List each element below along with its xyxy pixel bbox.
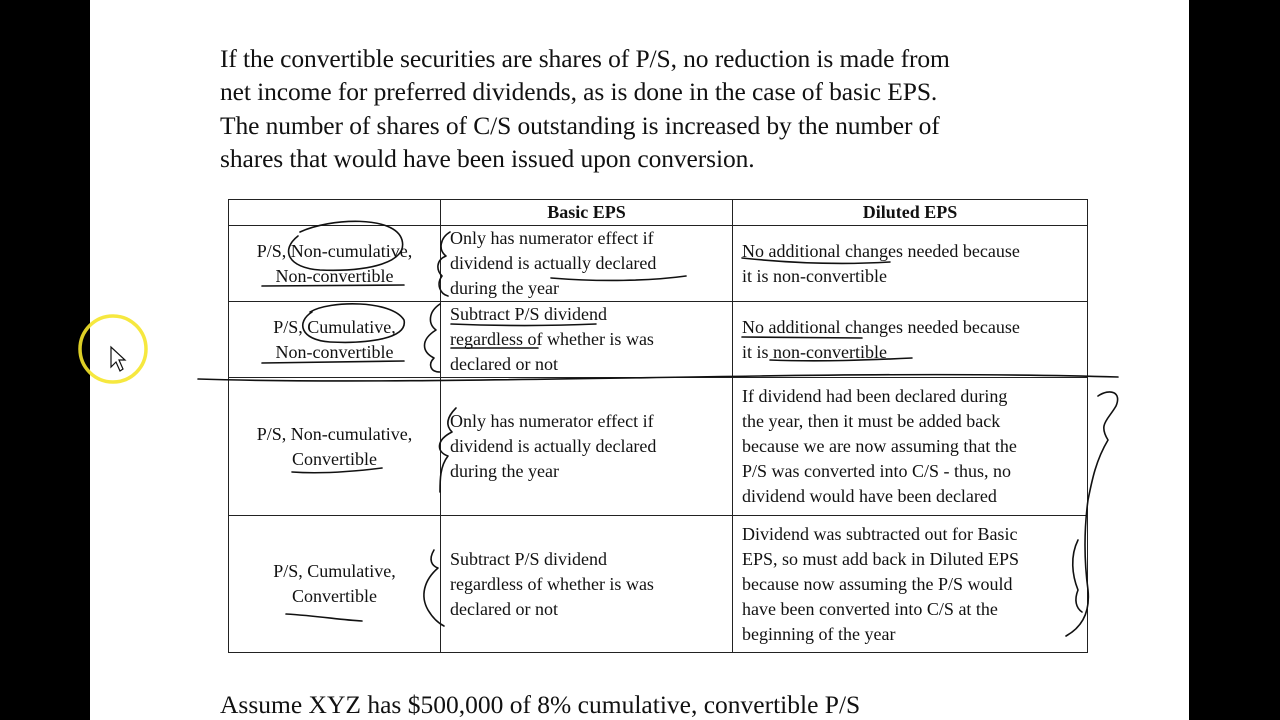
cell-line: P/S, Cumulative, <box>273 561 396 581</box>
cell-line: Dividend was subtracted out for Basic <box>742 523 1018 544</box>
cell-line: it is non-convertible <box>742 341 887 362</box>
cell-line: because we are now assuming that the <box>742 436 1017 456</box>
intro-line: If the convertible securities are shares of P/S, no reduction is made from <box>220 44 950 73</box>
cell-line: dividend would have been declared <box>742 486 997 506</box>
cell-line: P/S, Cumulative, <box>273 316 396 337</box>
intro-line: shares that would have been issued upon conversion. <box>220 143 755 173</box>
cell-line: during the year <box>450 461 559 481</box>
cell-line: Only has numerator effect if <box>450 411 654 431</box>
cell-line: If dividend had been declared during <box>742 386 1008 406</box>
bottom-text: Assume XYZ has $500,000 of 8% cumulative, convertible P/S <box>220 690 861 719</box>
cell-line: declared or not <box>450 598 558 619</box>
cell-line: Subtract P/S dividend <box>450 548 607 569</box>
cell-line: No additional changes needed because <box>742 316 1020 337</box>
cell-line: Only has numerator effect if <box>450 228 654 248</box>
cell-line: P/S, Non-cumulative, <box>256 240 413 261</box>
cell-line: Subtract P/S dividend <box>450 304 607 324</box>
cell-line: Non-convertible <box>275 265 394 286</box>
cell-line: dividend is actually declared <box>450 436 657 456</box>
arrow-cursor-icon <box>111 347 125 371</box>
header-basic-eps: Basic EPS <box>441 200 733 226</box>
cell-line: EPS, so must add back in Diluted EPS <box>742 548 1020 569</box>
cell-line: beginning of the year <box>742 623 896 644</box>
cell-line: No additional changes needed because <box>742 240 1020 261</box>
cell-line: the year, then it must be added back <box>742 411 1001 431</box>
cell-line: P/S was converted into C/S - thus, no <box>742 461 1011 481</box>
cell-line: Convertible <box>292 448 377 469</box>
cell-line: declared or not <box>450 354 558 374</box>
cell-line: P/S, Non-cumulative, <box>256 423 413 444</box>
header-diluted-eps: Diluted EPS <box>733 200 1088 226</box>
cell-line: during the year <box>450 278 559 298</box>
intro-line: The number of shares of C/S outstanding is increased by the number of <box>220 110 940 140</box>
cell-line: have been converted into C/S at the <box>742 598 998 619</box>
cell-line: regardless of whether is was <box>450 573 654 594</box>
cell-line: dividend is actually declared <box>450 253 657 273</box>
cell-line: it is non-convertible <box>742 265 887 286</box>
cell-line: regardless of whether is was <box>450 329 654 349</box>
intro-line: net income for preferred dividends, as is done in the case of basic EPS. <box>220 77 938 107</box>
cell-line: Convertible <box>292 586 377 606</box>
cell-line: because now assuming the P/S would <box>742 573 1013 594</box>
cell-line: Non-convertible <box>275 341 394 362</box>
